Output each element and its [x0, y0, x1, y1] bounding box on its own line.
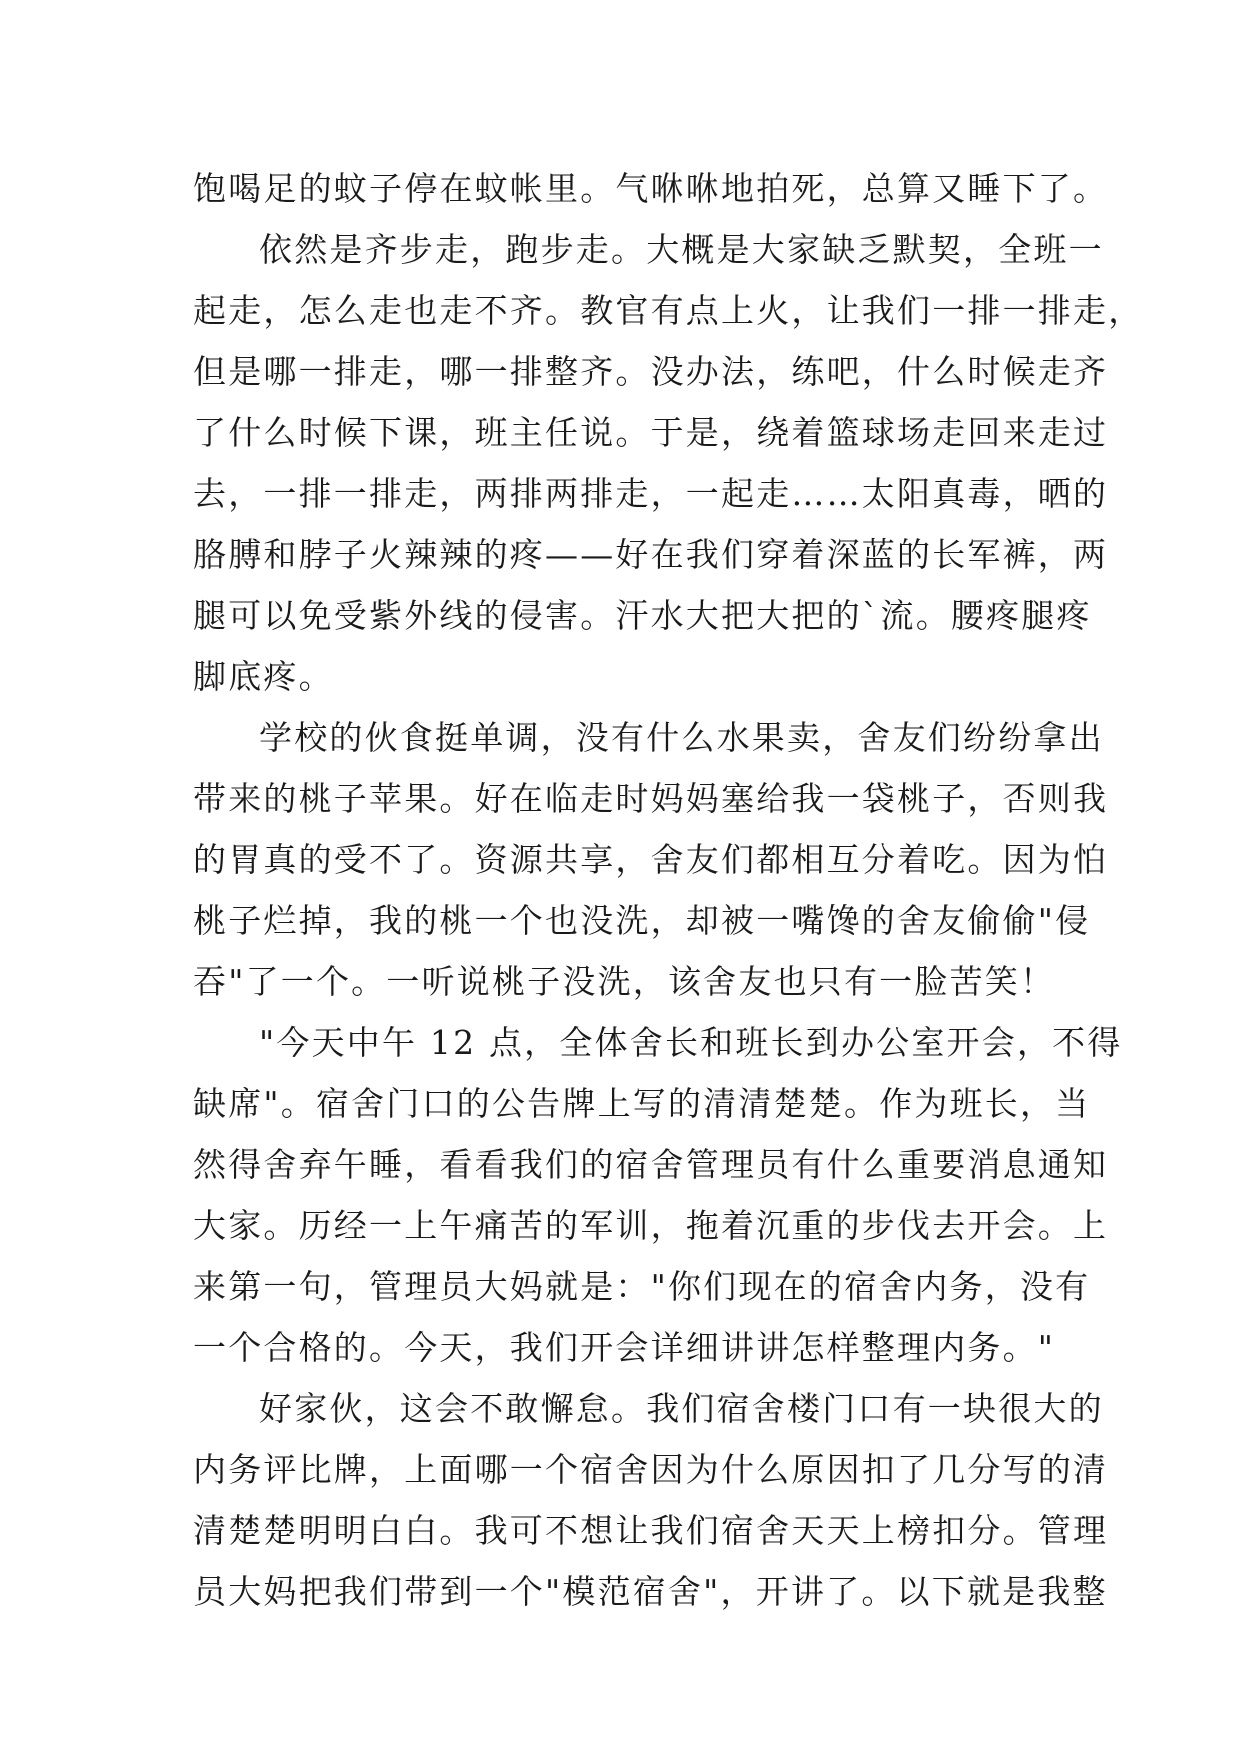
text-line: 脚底疼。 [193, 657, 334, 696]
text-line: 好家伙，这会不敢懈怠。我们宿舍楼门口有一块很大的 [259, 1389, 1104, 1428]
text-line: 起走，怎么走也走不齐。教官有点上火，让我们一排一排走， [193, 291, 1144, 330]
text-line: 去，一排一排走，两排两排走，一起走……太阳真毒，晒的 [193, 474, 1109, 513]
text-line: 了什么时候下课，班主任说。于是，绕着篮球场走回来走过 [193, 413, 1109, 452]
text-line: 员大妈把我们带到一个"模范宿舍"，开讲了。以下就是我整 [193, 1572, 1108, 1611]
text-line: 内务评比牌，上面哪一个宿舍因为什么原因扣了几分写的清 [193, 1450, 1109, 1489]
text-line: 缺席"。宿舍门口的公告牌上写的清清楚楚。作为班长，当 [193, 1084, 1091, 1123]
text-line: 一个合格的。今天，我们开会详细讲讲怎样整理内务。" [193, 1328, 1056, 1367]
text-line: 但是哪一排走，哪一排整齐。没办法，练吧，什么时候走齐 [193, 352, 1109, 391]
text-line: 吞"了一个。一听说桃子没洗，该舍友也只有一脸苦笑！ [193, 962, 1056, 1001]
text-line: 胳膊和脖子火辣辣的疼——好在我们穿着深蓝的长军裤，两 [193, 535, 1109, 574]
text-line: 来第一句，管理员大妈就是："你们现在的宿舍内务，没有 [193, 1267, 1091, 1306]
text-line: 腿可以免受紫外线的侵害。汗水大把大把的`流。腰疼腿疼 [193, 596, 1092, 635]
text-line: 然得舍弃午睡，看看我们的宿舍管理员有什么重要消息通知 [193, 1145, 1109, 1184]
text-line: 大家。历经一上午痛苦的军训，拖着沉重的步伐去开会。上 [193, 1206, 1109, 1245]
text-line: 依然是齐步走，跑步走。大概是大家缺乏默契，全班一 [259, 230, 1104, 269]
text-line: 的胃真的受不了。资源共享，舍友们都相互分着吃。因为怕 [193, 840, 1109, 879]
text-line: 桃子烂掉，我的桃一个也没洗，却被一嘴馋的舍友偷偷"侵 [193, 901, 1091, 940]
text-line: 饱喝足的蚊子停在蚊帐里。气咻咻地拍死，总算又睡下了。 [193, 169, 1109, 208]
document-body [193, 158, 1144, 1622]
text-line: 学校的伙食挺单调，没有什么水果卖，舍友们纷纷拿出 [259, 718, 1104, 757]
text-line: 带来的桃子苹果。好在临走时妈妈塞给我一袋桃子，否则我 [193, 779, 1109, 818]
text-line: 清楚楚明明白白。我可不想让我们宿舍天天上榜扣分。管理 [193, 1511, 1109, 1550]
text-line: "今天中午 12 点，全体舍长和班长到办公室开会，不得 [259, 1023, 1123, 1062]
